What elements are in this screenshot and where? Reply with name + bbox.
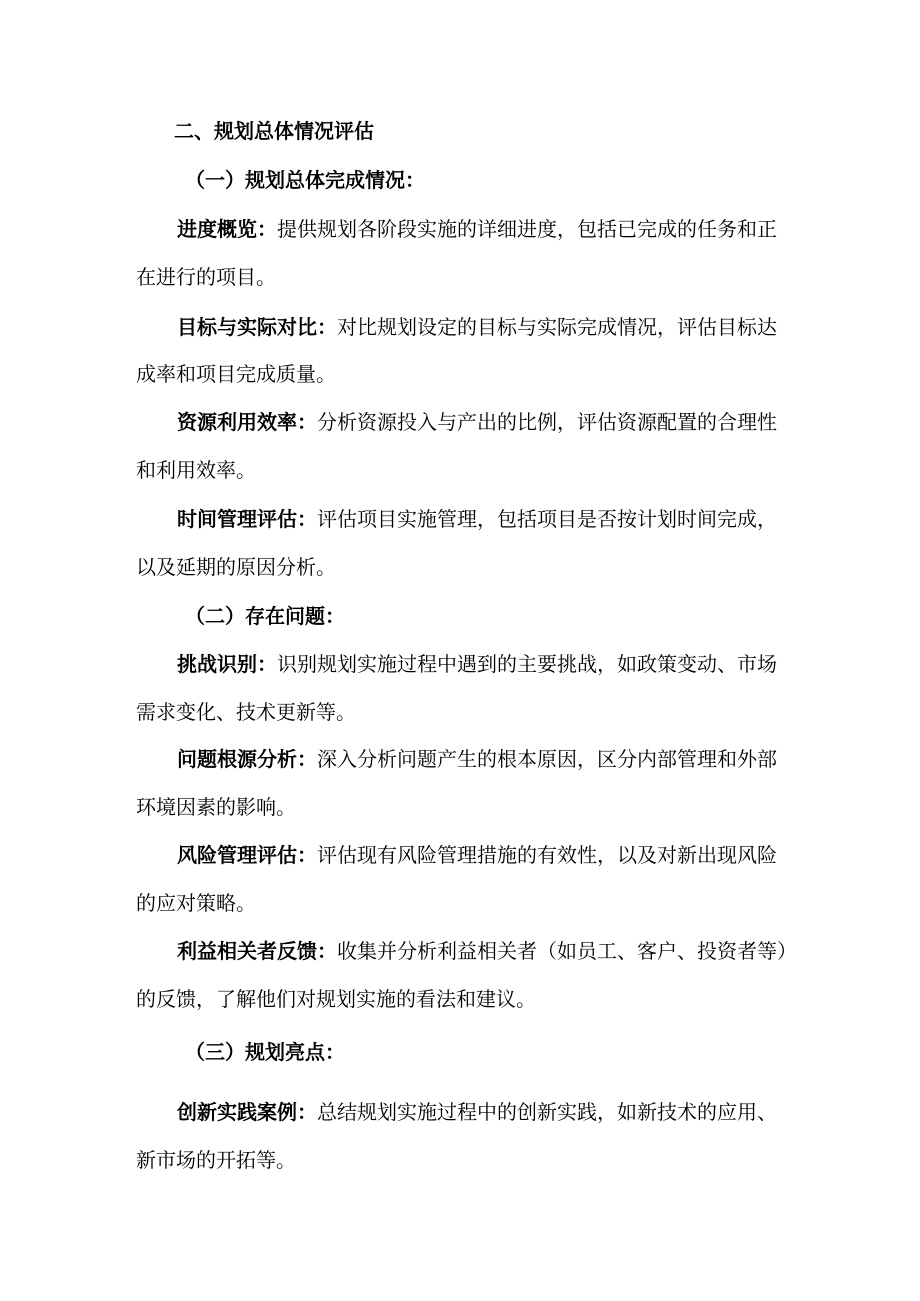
paragraph-text: 对比规划设定的目标与实际完成情况，评估目标达 <box>337 315 777 339</box>
paragraph-stakeholder-feedback <box>177 939 797 963</box>
paragraph-innovation-cases <box>177 1100 777 1124</box>
term-time-management: 时间管理评估： <box>177 507 317 531</box>
term-stakeholder-feedback: 利益相关者反馈： <box>177 939 337 963</box>
term-innovation-cases: 创新实践案例： <box>177 1100 317 1124</box>
paragraph-challenge-identification <box>177 652 777 676</box>
paragraph-continuation: 以及延期的原因分析。 <box>136 555 336 579</box>
section-title: 二、规划总体情况评估 <box>174 119 374 143</box>
term-resource-efficiency: 资源利用效率： <box>177 410 317 434</box>
paragraph-text: 提供规划各阶段实施的详细进度，包括已完成的任务和正 <box>277 217 777 241</box>
paragraph-text: 评估现有风险管理措施的有效性，以及对新出现风险 <box>317 843 777 867</box>
paragraph-text: 识别规划实施过程中遇到的主要挑战，如政策变动、市场 <box>277 652 777 676</box>
term-risk-management: 风险管理评估： <box>177 843 317 867</box>
term-progress-overview: 进度概览： <box>177 217 277 241</box>
paragraph-continuation: 环境因素的影响。 <box>136 795 296 819</box>
paragraph-text: 总结规划实施过程中的创新实践，如新技术的应用、 <box>317 1100 777 1124</box>
paragraph-risk-management <box>177 843 777 867</box>
paragraph-text: 评估项目实施管理，包括项目是否按计划时间完成， <box>317 507 777 531</box>
paragraph-continuation: 和利用效率。 <box>136 458 256 482</box>
paragraph-target-vs-actual <box>177 315 777 339</box>
subsection-heading-3: （三）规划亮点： <box>185 1040 345 1064</box>
paragraph-time-management <box>177 507 777 531</box>
paragraph-continuation: 的反馈，了解他们对规划实施的看法和建议。 <box>136 987 536 1011</box>
subsection-heading-2: （二）存在问题： <box>185 604 345 628</box>
paragraph-root-cause <box>177 747 777 771</box>
term-target-vs-actual: 目标与实际对比： <box>177 315 337 339</box>
paragraph-continuation: 的应对策略。 <box>136 891 256 915</box>
paragraph-text: 深入分析问题产生的根本原因，区分内部管理和外部 <box>317 747 777 771</box>
term-root-cause: 问题根源分析： <box>177 747 317 771</box>
paragraph-continuation: 新市场的开拓等。 <box>136 1148 296 1172</box>
subsection-heading-1: （一）规划总体完成情况： <box>185 168 425 192</box>
paragraph-continuation: 在进行的项目。 <box>136 265 276 289</box>
paragraph-progress-overview <box>177 217 777 241</box>
paragraph-text: 收集并分析利益相关者（如员工、客户、投资者等） <box>337 939 797 963</box>
paragraph-resource-efficiency <box>177 410 777 434</box>
paragraph-text: 分析资源投入与产出的比例，评估资源配置的合理性 <box>317 410 777 434</box>
paragraph-continuation: 需求变化、技术更新等。 <box>136 700 356 724</box>
paragraph-continuation: 成率和项目完成质量。 <box>136 362 336 386</box>
term-challenge-identification: 挑战识别： <box>177 652 277 676</box>
